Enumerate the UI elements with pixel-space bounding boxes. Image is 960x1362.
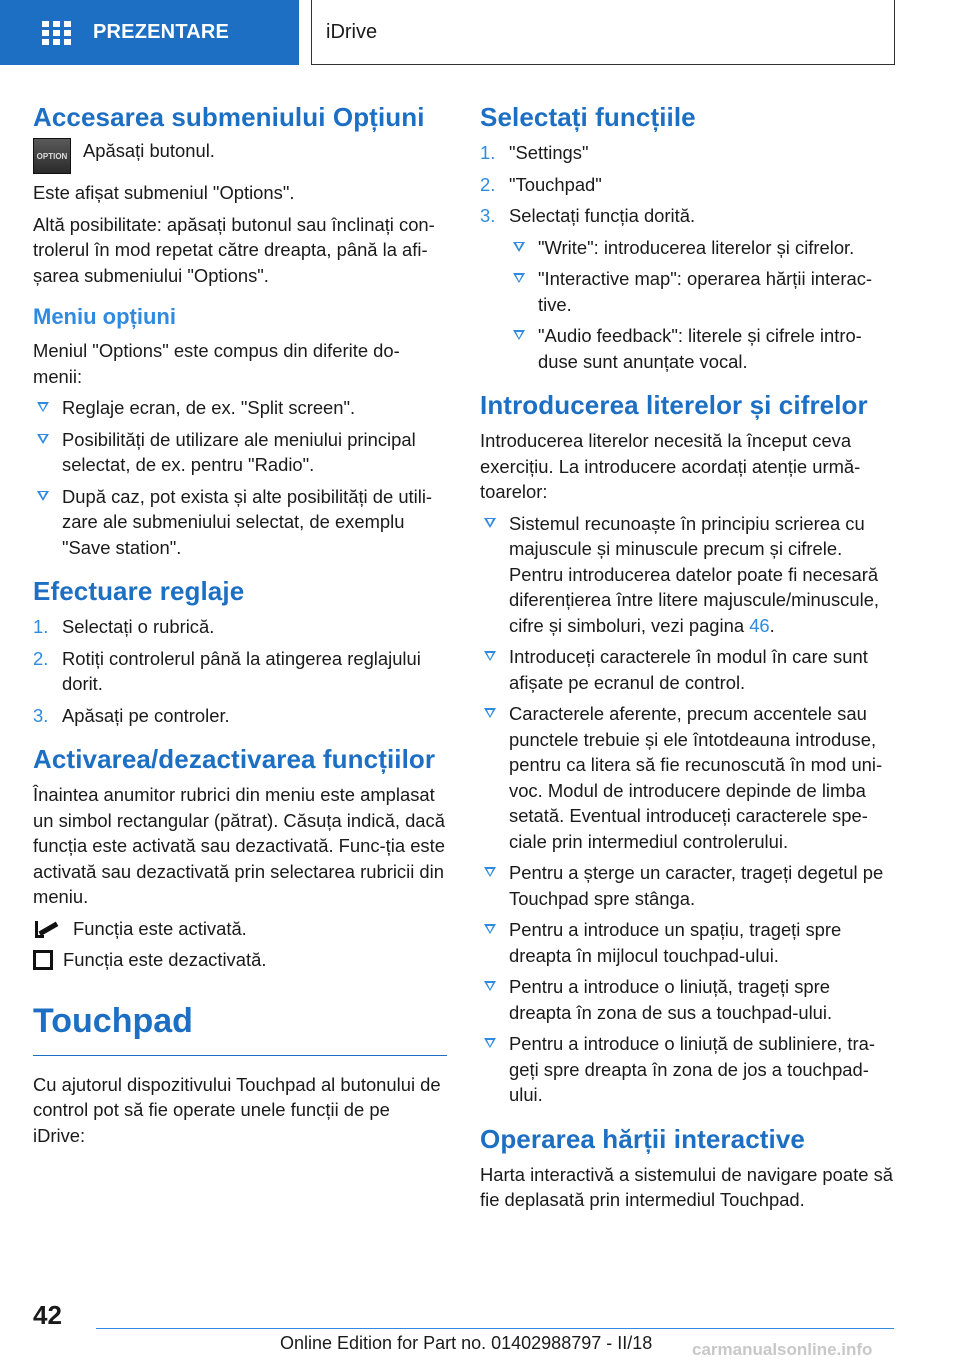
bullet-triangle-icon [484, 867, 496, 877]
list-item: Sistemul recunoaște în principiu scrierea cu majuscule și minuscule precum și cifrele. Pentru introducerea datelor poate fi necesară diferențierea între litere majuscule/minuscule, cifre și simboluri, vezi pagina 46. [480, 511, 894, 639]
bullet-triangle-icon [484, 708, 496, 718]
empty-box-icon [33, 949, 53, 971]
page-link[interactable]: 46 [749, 614, 770, 636]
breadcrumb [311, 0, 895, 65]
bullet-triangle-icon [513, 330, 525, 340]
heading-select-functions: Selectați funcțiile [480, 102, 696, 132]
paragraph: Cu ajutorul dispozitivului Touchpad al butonului de control pot să fie operate unele funcții de pe iDrive: [33, 1073, 441, 1146]
watermark: carmanualsonline.info [692, 1340, 873, 1359]
paragraph: Meniul "Options" este compus din diferite do-menii: [33, 340, 400, 387]
list-item: "Write": introducerea literelor și cifrelor. [509, 235, 894, 261]
footer-divider [96, 1328, 894, 1329]
checkmark-icon [33, 917, 63, 939]
paragraph: Este afișat submeniul "Options". [33, 182, 295, 203]
paragraph: Altă posibilitate: apăsați butonul sau înclinați con-trolerul în mod repetat către dreapta, până la afi-șarea submeniului "Options". [33, 213, 435, 286]
list-item: Introduceți caracterele în modul în care sunt afișate pe ecranul de control. [480, 644, 894, 695]
list-item: 2. "Touchpad" [480, 173, 602, 195]
bullet-triangle-icon [484, 651, 496, 661]
bullet-list [33, 395, 447, 560]
heading-enter-letters: Introducerea literelor și cifrelor [480, 390, 868, 420]
symbol-row-off: Funcția este dezactivată. [33, 947, 447, 973]
list-item: 2. Rotiți controlerul până la atingerea reglajului dorit. [33, 647, 421, 694]
list-item: "Audio feedback": literele și cifrele intro-duse sunt anunțate vocal. [509, 323, 894, 374]
top-bar [0, 0, 960, 66]
list-item: 3. Apăsați pe controler. [33, 704, 230, 726]
list-item: Reglaje ecran, de ex. "Split screen". [33, 395, 447, 421]
bullet-triangle-icon [37, 491, 49, 501]
option-button-icon: OPTION [33, 138, 71, 174]
list-item: Pentru a introduce un spațiu, trageți spre dreapta în mijlocul touchpad-ului. [480, 917, 894, 968]
bullet-triangle-icon [484, 518, 496, 528]
page-number: 42 [33, 1300, 62, 1330]
list-item: 1. Selectați o rubrică. [33, 616, 215, 637]
footer-edition: Online Edition for Part no. 01402988797 - II/18 [280, 1333, 653, 1353]
symbol-row-on: Funcția este activată. [33, 916, 447, 942]
bullet-triangle-icon [484, 981, 496, 991]
section-tab[interactable] [0, 0, 299, 65]
step-text: Apăsați butonul. [83, 140, 215, 161]
paragraph: Harta interactivă a sistemului de navigare poate să fie deplasată prin intermediul Touchpad. [480, 1163, 893, 1210]
list-item: 3. Selectați funcția dorită. [480, 205, 696, 226]
bullet-triangle-icon [37, 402, 49, 412]
bullet-triangle-icon [513, 273, 525, 283]
list-item: Posibilități de utilizare ale meniului principal selectat, de ex. pentru "Radio". [33, 427, 447, 478]
heading-activate-functions: Activarea/dezactivarea funcțiilor [33, 744, 436, 774]
left-column [33, 100, 447, 1148]
list-item: Pentru a introduce o liniuță de subliniere, tra-geți spre dreapta în zona de jos a touchpad-ului. [480, 1031, 894, 1108]
list-item: "Interactive map": operarea hărții interac-tive. [509, 266, 894, 317]
breadcrumb-label: iDrive [326, 20, 378, 43]
bullet-triangle-icon [484, 924, 496, 934]
list-item: După caz, pot exista și alte posibilități de utili-zare ale submeniului selectat, de exemplu "Save station". [33, 484, 447, 561]
list-item: Pentru a introduce o liniuță, trageți spre dreapta în zona de sus a touchpad-ului. [480, 974, 894, 1025]
bullet-triangle-icon [37, 434, 49, 444]
heading-options-submenu: Accesarea submeniului Opțiuni [33, 102, 425, 132]
paragraph: Introducerea literelor necesită la început ceva exercițiu. La introducere acordați atenție urmă-toarelor: [480, 430, 861, 502]
paragraph: Înaintea anumitor rubrici din meniu este amplasat un simbol rectangular (pătrat). Căsuța indică, dacă funcția este activată sau dezactivată. Func-ția este activată sau dezactivată prin selectarea rubricii din meniu. [33, 784, 445, 907]
right-column [480, 100, 894, 1213]
bullet-triangle-icon [484, 1038, 496, 1048]
bullet-list [480, 511, 894, 1108]
grid-icon [42, 21, 71, 45]
section-tab-label: PREZENTARE [93, 21, 230, 43]
option-button-row [33, 138, 447, 174]
sub-bullet-list [509, 235, 894, 375]
numbered-list [33, 614, 447, 728]
numbered-list [480, 140, 894, 229]
heading-options-menu: Meniu opțiuni [33, 304, 176, 329]
list-item: Caracterele aferente, precum accentele sau punctele trebuie și ele întotdeauna introduse, pentru ca litera să fie recunoscută în mod uni-voc. Modul de introducere depinde de limba setată. Eventual introduceți caracterele spe-ciale prin intermediul controlerului. [480, 701, 894, 854]
list-item: Pentru a șterge un caracter, trageți degetul pe Touchpad spre stânga. [480, 860, 894, 911]
heading-touchpad: Touchpad [33, 999, 447, 1056]
list-item: 1. "Settings" [480, 142, 589, 163]
bullet-triangle-icon [513, 242, 525, 252]
heading-make-settings: Efectuare reglaje [33, 576, 245, 606]
heading-interactive-map: Operarea hărții interactive [480, 1123, 805, 1154]
